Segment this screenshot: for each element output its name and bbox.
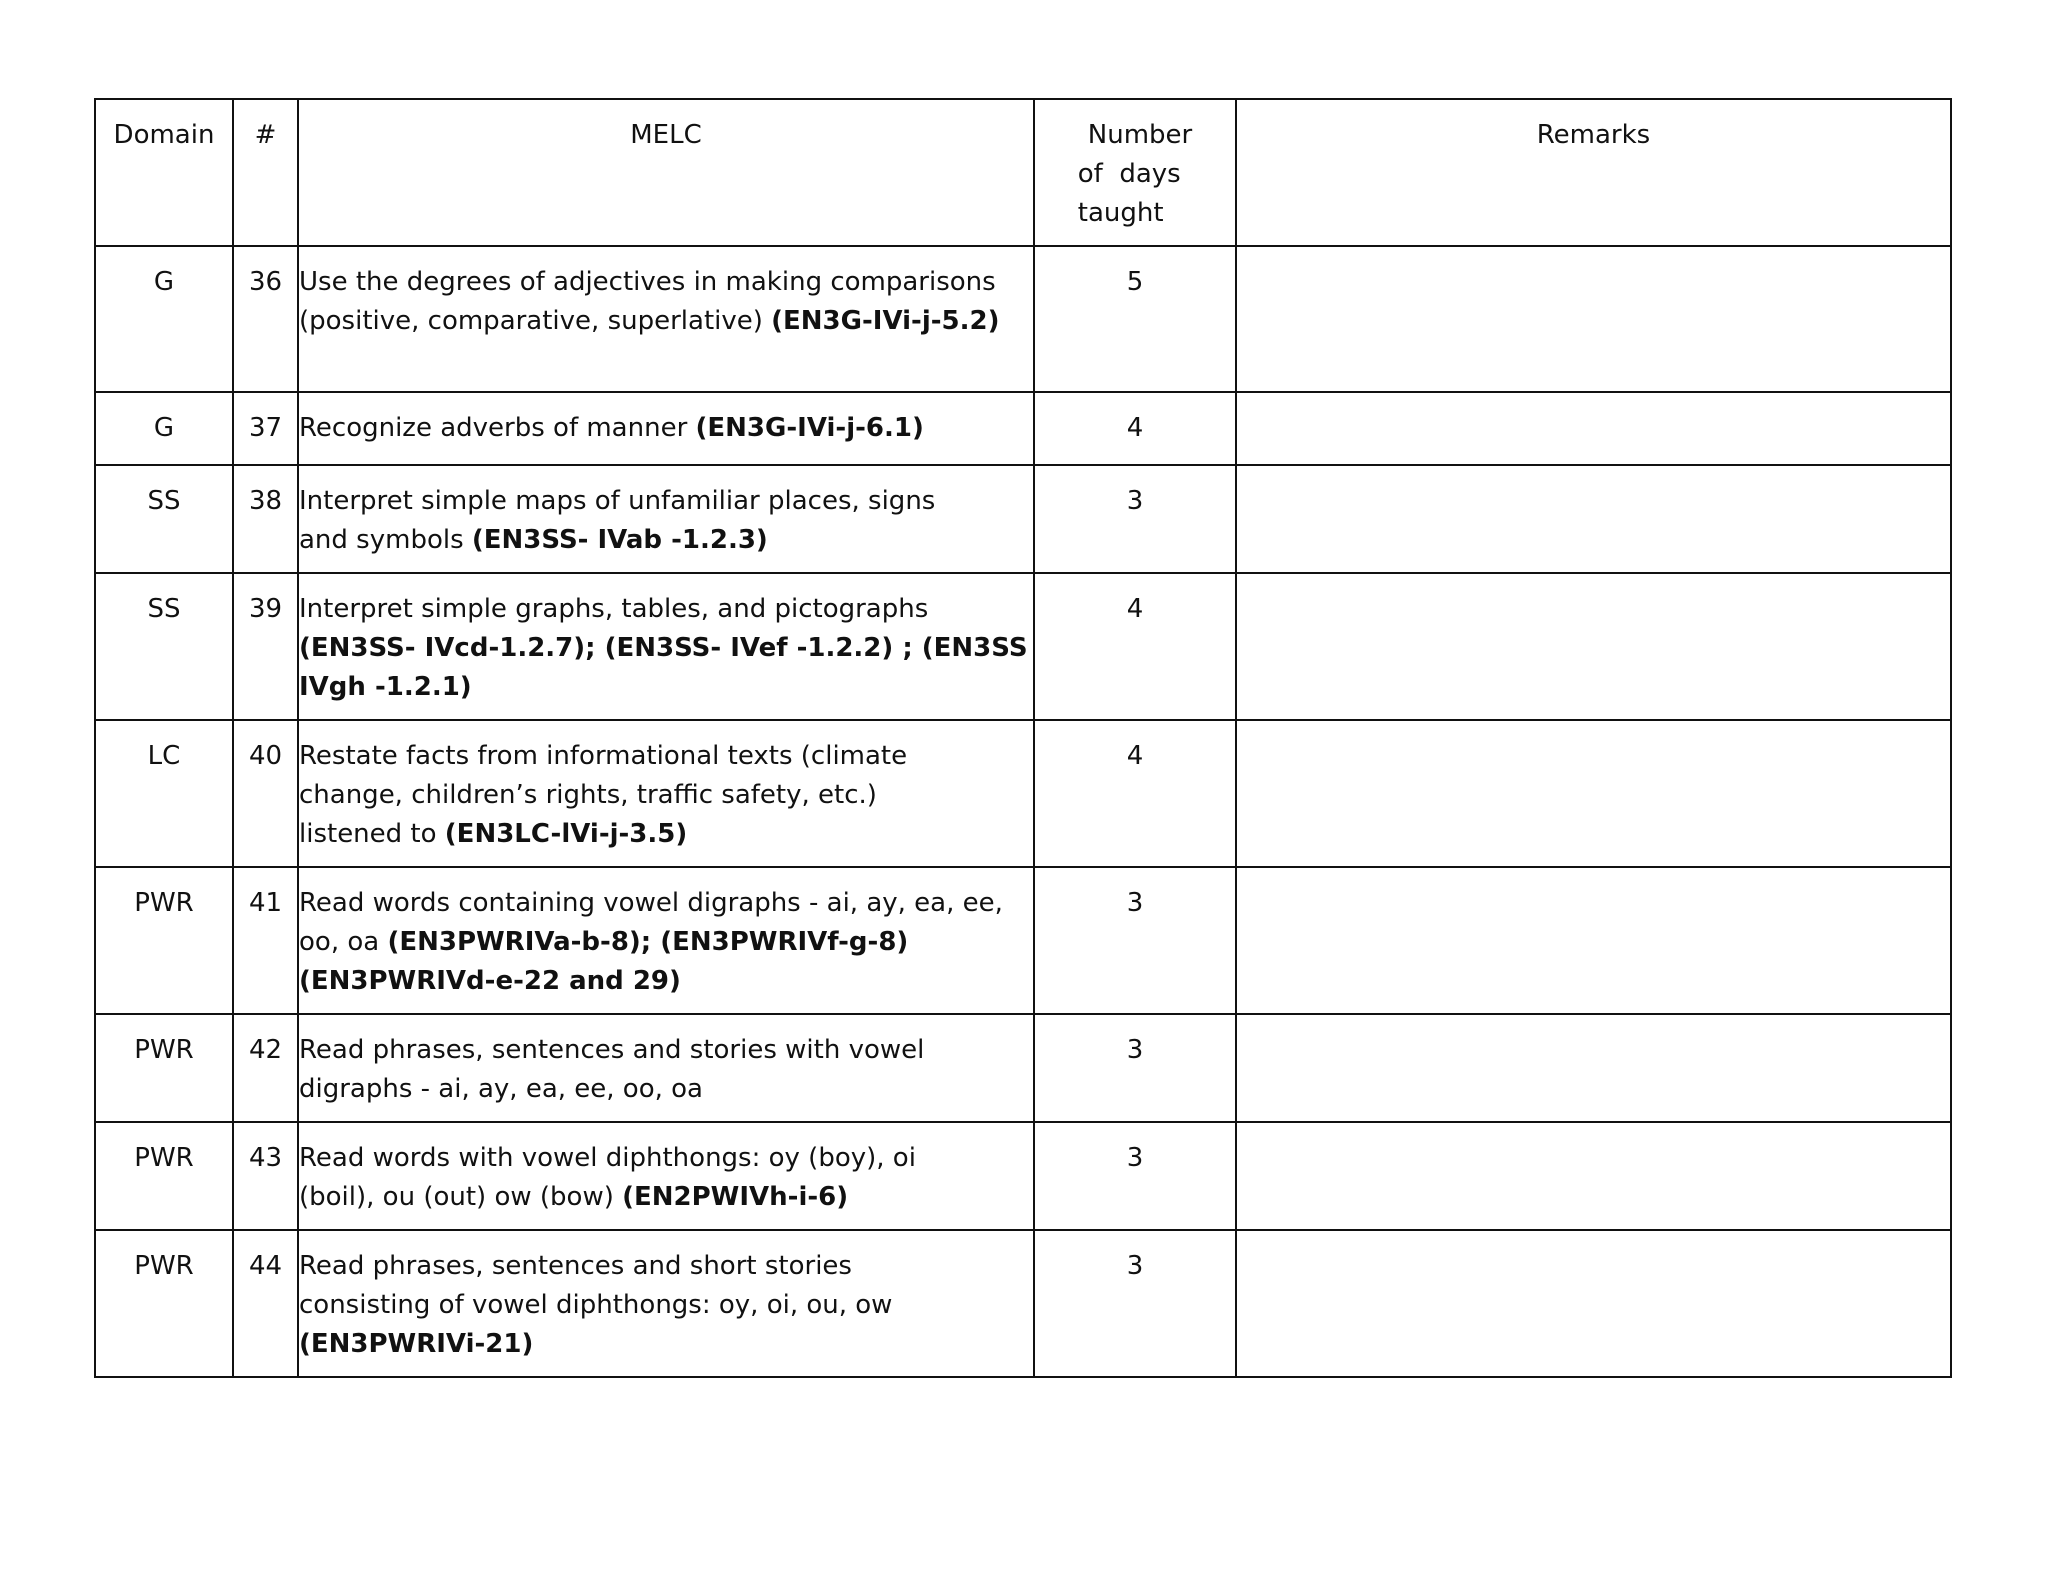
melc-text: Read words containing vowel digraphs - ai, ay, ea, ee, oo, oa [299, 888, 1003, 957]
cell-melc [298, 720, 1034, 867]
header-days-taught [1034, 99, 1236, 246]
cell-number: 42 [233, 1014, 298, 1122]
melc-text: Use the degrees of adjectives in making comparisons (positive, comparative, superlative) [299, 267, 996, 336]
cell-number: 39 [233, 573, 298, 720]
table-row [95, 573, 1951, 720]
table-row [95, 1014, 1951, 1122]
cell-number: 43 [233, 1122, 298, 1230]
table-header-row [95, 99, 1951, 246]
melc-code: (EN3SS- IVab -1.2.3) [471, 525, 768, 555]
cell-number: 38 [233, 465, 298, 573]
cell-melc [298, 246, 1034, 392]
melc-code: (EN3PWRIVa-b-8); (EN3PWRIVf-g-8) (EN3PWRIVd-e-22 and 29) [299, 927, 909, 996]
melc-text: Read phrases, sentences and short stories consisting of vowel diphthongs: oy, oi, ou, ow [299, 1251, 893, 1320]
cell-melc [298, 573, 1034, 720]
cell-days: 5 [1034, 246, 1236, 392]
cell-melc [298, 392, 1034, 465]
cell-remarks [1236, 867, 1951, 1014]
cell-number: 40 [233, 720, 298, 867]
cell-days: 4 [1034, 392, 1236, 465]
cell-domain: SS [95, 573, 233, 720]
cell-number: 44 [233, 1230, 298, 1377]
cell-domain: PWR [95, 1122, 233, 1230]
table-row [95, 392, 1951, 465]
cell-days: 3 [1034, 1122, 1236, 1230]
cell-domain: SS [95, 465, 233, 573]
table-row [95, 465, 1951, 573]
cell-days: 3 [1034, 867, 1236, 1014]
melc-table [94, 98, 1952, 1378]
header-days-line1: Number [1087, 120, 1193, 150]
cell-melc [298, 1014, 1034, 1122]
cell-remarks [1236, 1014, 1951, 1122]
melc-text: Read phrases, sentences and stories with vowel digraphs - ai, ay, ea, ee, oo, oa [299, 1035, 925, 1104]
cell-remarks [1236, 1122, 1951, 1230]
header-days-line3: taught [1077, 198, 1164, 228]
cell-melc [298, 867, 1034, 1014]
melc-code: (EN3LC-lVi-j-3.5) [444, 819, 688, 849]
melc-text: Interpret simple maps of unfamiliar places, signs and symbols [299, 486, 936, 555]
cell-domain: PWR [95, 867, 233, 1014]
cell-domain: LC [95, 720, 233, 867]
melc-text: Read words with vowel diphthongs: oy (boy), oi (boil), ou (out) ow (bow) [299, 1143, 916, 1212]
cell-domain: PWR [95, 1014, 233, 1122]
melc-code: (EN3G-IVi-j-6.1) [695, 413, 924, 443]
cell-domain: G [95, 246, 233, 392]
header-domain: Domain [95, 99, 233, 246]
melc-code: (EN3G-IVi-j-5.2) [771, 306, 1000, 336]
cell-melc [298, 1122, 1034, 1230]
cell-days: 3 [1034, 1230, 1236, 1377]
cell-days: 4 [1034, 720, 1236, 867]
cell-melc [298, 465, 1034, 573]
cell-days: 3 [1034, 1014, 1236, 1122]
melc-text: Interpret simple graphs, tables, and pictographs [299, 594, 929, 624]
cell-number: 37 [233, 392, 298, 465]
table-row [95, 867, 1951, 1014]
table-row [95, 246, 1951, 392]
melc-code: (EN2PWIVh-i-6) [622, 1182, 849, 1212]
header-number: # [233, 99, 298, 246]
melc-code: (EN3SS- IVcd-1.2.7); (EN3SS- IVef -1.2.2) ; (EN3SS IVgh -1.2.1) [299, 633, 1028, 702]
melc-text: Recognize adverbs of manner [299, 413, 696, 443]
cell-remarks [1236, 720, 1951, 867]
cell-remarks [1236, 246, 1951, 392]
table-row [95, 720, 1951, 867]
cell-remarks [1236, 392, 1951, 465]
melc-code: (EN3PWRIVi-21) [299, 1329, 534, 1359]
cell-remarks [1236, 573, 1951, 720]
header-days-line2: of days [1077, 159, 1181, 189]
cell-melc [298, 1230, 1034, 1377]
cell-remarks [1236, 465, 1951, 573]
table-row [95, 1122, 1951, 1230]
header-melc: MELC [298, 99, 1034, 246]
cell-days: 3 [1034, 465, 1236, 573]
table-row [95, 1230, 1951, 1377]
cell-days: 4 [1034, 573, 1236, 720]
header-remarks: Remarks [1236, 99, 1951, 246]
cell-domain: PWR [95, 1230, 233, 1377]
cell-domain: G [95, 392, 233, 465]
cell-number: 41 [233, 867, 298, 1014]
melc-text: Restate facts from informational texts (climate change, children’s rights, traffic safety, etc.) listened to [299, 741, 908, 849]
cell-number: 36 [233, 246, 298, 392]
cell-remarks [1236, 1230, 1951, 1377]
